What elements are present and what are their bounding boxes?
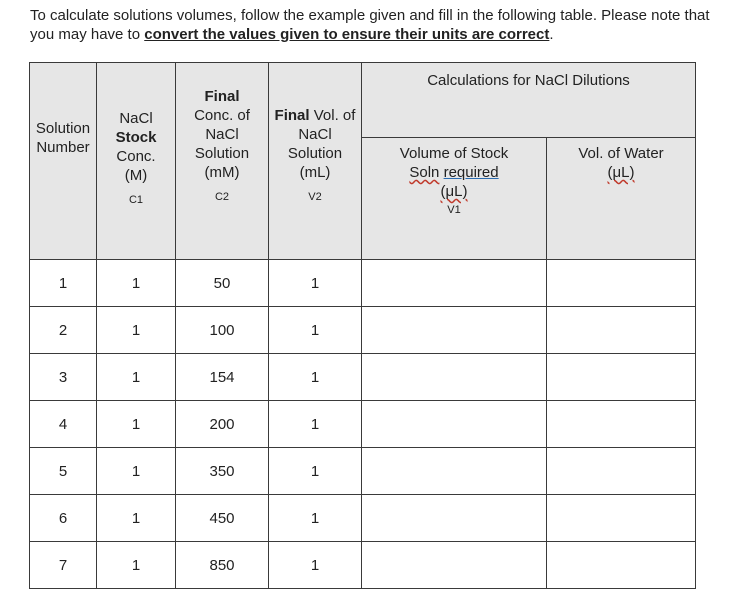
- cell-stock-conc: 1: [97, 495, 176, 542]
- cell-final-vol: 1: [269, 495, 362, 542]
- header-stock-post: Conc.: [116, 148, 156, 165]
- cell-vol-water-answer[interactable]: [547, 495, 696, 542]
- header-vol-stock-symbol: V1: [447, 204, 461, 216]
- cell-solution-number: 4: [30, 401, 97, 448]
- header-final-vol-bold: Final: [274, 107, 310, 124]
- cell-vol-water-answer[interactable]: [547, 542, 696, 589]
- table-row: [30, 401, 696, 448]
- table-row: [30, 495, 696, 542]
- cell-final-vol: 1: [269, 307, 362, 354]
- cell-solution-number: 1: [30, 260, 97, 307]
- cell-final-vol: 1: [269, 260, 362, 307]
- instructions-emphasis: convert the values given to ensure their units are correct: [144, 26, 550, 43]
- cell-final-conc: 450: [176, 495, 269, 542]
- table-row: [30, 542, 696, 589]
- cell-vol-water-answer[interactable]: [547, 448, 696, 495]
- cell-final-conc: 100: [176, 307, 269, 354]
- table-row: [30, 307, 696, 354]
- cell-vol-stock-answer[interactable]: [362, 401, 547, 448]
- cell-solution-number: 2: [30, 307, 97, 354]
- header-vol-water-unit: (μL): [607, 164, 635, 181]
- header-final-vol-unit: (mL): [299, 164, 331, 181]
- cell-final-vol: 1: [269, 354, 362, 401]
- table-body: [30, 260, 696, 589]
- cell-solution-number: 5: [30, 448, 97, 495]
- cell-vol-stock-answer[interactable]: [362, 448, 547, 495]
- cell-stock-conc: 1: [97, 542, 176, 589]
- cell-stock-conc: 1: [97, 307, 176, 354]
- cell-final-conc: 154: [176, 354, 269, 401]
- header-stock-symbol: C1: [128, 194, 144, 206]
- cell-solution-number: 7: [30, 542, 97, 589]
- header-vol-water: [547, 138, 696, 260]
- cell-final-conc: 200: [176, 401, 269, 448]
- table-row: [30, 260, 696, 307]
- cell-vol-water-answer[interactable]: [547, 401, 696, 448]
- cell-vol-stock-answer[interactable]: [362, 542, 547, 589]
- cell-vol-water-answer[interactable]: [547, 307, 696, 354]
- cell-solution-number: 3: [30, 354, 97, 401]
- cell-vol-stock-answer[interactable]: [362, 354, 547, 401]
- instructions-text: [30, 6, 730, 44]
- header-final-conc-unit: (mM): [204, 164, 240, 181]
- cell-stock-conc: 1: [97, 260, 176, 307]
- table-row: [30, 448, 696, 495]
- header-final-vol-symbol: V2: [308, 191, 322, 203]
- header-final-conc-bold: Final: [204, 88, 240, 105]
- header-stock-pre: NaCl: [119, 110, 153, 127]
- header-final-vol-post: Vol. of NaCl Solution: [287, 107, 356, 162]
- header-vol-stock-soln: Soln: [409, 164, 440, 181]
- cell-stock-conc: 1: [97, 448, 176, 495]
- cell-final-vol: 1: [269, 401, 362, 448]
- header-solution-number: [30, 63, 97, 260]
- cell-vol-stock-answer[interactable]: [362, 307, 547, 354]
- cell-solution-number: 6: [30, 495, 97, 542]
- instructions-end: .: [549, 26, 554, 43]
- cell-final-vol: 1: [269, 448, 362, 495]
- header-stock-bold: Stock: [115, 129, 157, 146]
- cell-final-conc: 50: [176, 260, 269, 307]
- cell-final-vol: 1: [269, 542, 362, 589]
- header-vol-stock-unit: (μL): [440, 183, 468, 200]
- cell-stock-conc: 1: [97, 354, 176, 401]
- header-final-conc: [176, 63, 269, 260]
- instructions-lead: To calculate solutions volumes, follow the example given and fill in the following table. Please note that you may have to: [30, 7, 710, 43]
- header-stock-conc: [97, 63, 176, 260]
- cell-vol-water-answer[interactable]: [547, 260, 696, 307]
- header-calc-group: Calculations for NaCl Dilutions: [362, 63, 696, 138]
- header-final-conc-post: Conc. of NaCl Solution: [194, 107, 250, 162]
- cell-final-conc: 350: [176, 448, 269, 495]
- header-final-conc-symbol: C2: [214, 191, 230, 203]
- cell-stock-conc: 1: [97, 401, 176, 448]
- cell-vol-stock-answer[interactable]: [362, 495, 547, 542]
- header-vol-water-line1: Vol. of Water: [578, 145, 664, 162]
- cell-final-conc: 850: [176, 542, 269, 589]
- dilution-table: [29, 62, 696, 589]
- header-stock-unit: (M): [124, 167, 148, 184]
- cell-vol-stock-answer[interactable]: [362, 260, 547, 307]
- header-solution-number-label: Solution Number: [35, 120, 91, 156]
- table-row: [30, 354, 696, 401]
- header-vol-stock-required: required: [443, 164, 499, 181]
- header-final-vol: [269, 63, 362, 260]
- cell-vol-water-answer[interactable]: [547, 354, 696, 401]
- header-vol-stock-line1: Volume of Stock: [399, 145, 509, 162]
- header-vol-stock: [362, 138, 547, 260]
